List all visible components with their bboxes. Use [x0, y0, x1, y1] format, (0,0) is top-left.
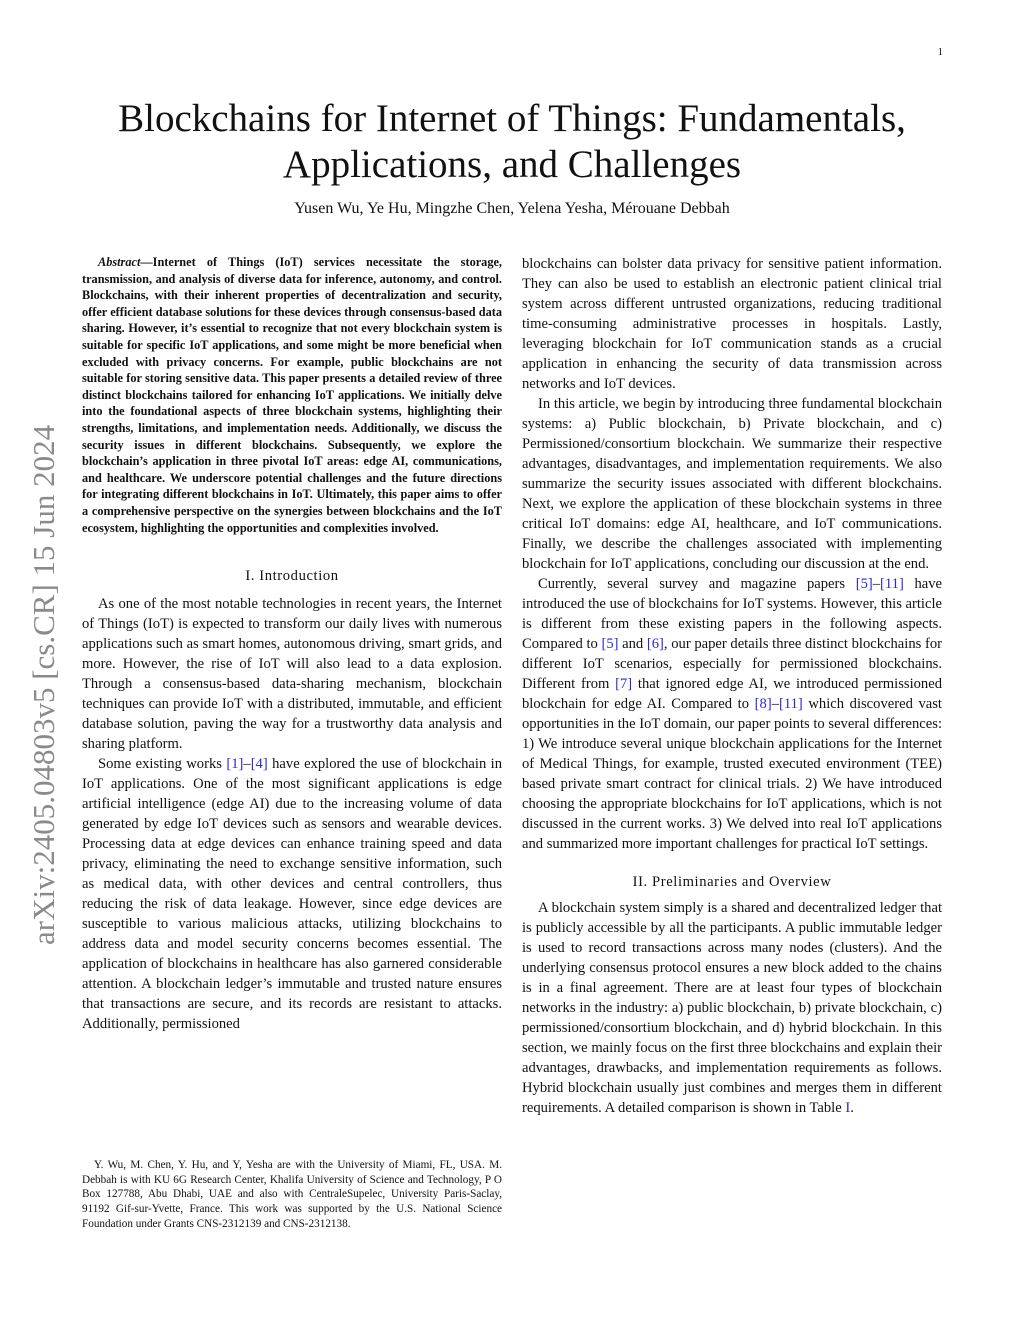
intro-p4-text: that ignored edge AI, we introduced permissioned blockchain for edge AI. Compared to	[522, 676, 942, 712]
abstract-dash: —	[140, 255, 153, 269]
citation-link[interactable]: [11]	[778, 696, 803, 712]
author-affiliation-footnote: Y. Wu, M. Chen, Y. Hu, and Y, Yesha are with the University of Miami, FL, USA. M. Debbah is with KU 6G Research Center, Khalifa University of Science and Technology, P O Box 127788, Abu Dhabi, UAE and also with CentraleSupelec, University Paris-Saclay, 91192 Gif-sur-Yvette, France. This work was supported by the U.S. National Science Foundation under Grants CNS-2312139 and CNS-2312138.	[82, 1159, 502, 1230]
intro-p4-text: have introduced the use of blockchains for IoT systems. However, this article is different from these existing papers in the following aspects. Compared to	[522, 576, 942, 652]
section-heading-preliminaries: II. Preliminaries and Overview	[632, 874, 832, 890]
citation-link[interactable]: [7]	[615, 676, 633, 692]
intro-p4-text: Currently, several survey and magazine papers	[538, 576, 856, 592]
intro-p4-text: which discovered vast opportunities in the IoT domain, our paper points to several differences: 1) We introduce several unique blockchain applications for the Internet of Medical Things, for example, trusted executed environment (TEE) based private smart contract for clinical trials. 2) We have introduced choosing the appropriate blockchains for IoT applications, which is not discussed in the current works. 3) We delved into real IoT applications and summarized more important challenges for practical IoT settings.	[522, 696, 942, 852]
arxiv-identifier-stamp: arXiv:2405.04803v5 [cs.CR] 15 Jun 2024	[26, 424, 61, 945]
preliminaries-paragraph-1	[522, 898, 942, 1118]
citation-link[interactable]: [4]	[250, 756, 268, 773]
left-column	[82, 254, 502, 1034]
author-list: Yusen Wu, Ye Hu, Mingzhe Chen, Yelena Yesha, Mérouane Debbah	[294, 200, 730, 217]
prelim-p1-end: .	[850, 1100, 854, 1116]
intro-paragraph-3: In this article, we begin by introducing three fundamental blockchain systems: a) Public blockchain, b) Private blockchain, and c) Permissioned/consortium blockchain. We summarize their respective advantages, disadvantages, and implementation requirements. We also summarize the security issues associated with different blockchains. Next, we explore the application of these blockchain systems in three critical IoT domains: edge AI, healthcare, and IoT communications. Finally, we describe the challenges associated with implementing blockchain for IoT applications, concluding our discussion at the end.	[522, 396, 942, 572]
citation-link[interactable]: [5]	[855, 576, 873, 592]
abstract-text: Internet of Things (IoT) services necessitate the storage, transmission, and analysis of diverse data for inference, autonomy, and control. Blockchains, with their inherent properties of decentralization and security, offer efficient database solutions for these devices through consensus-based data sharing. However, it’s essential to recognize that not every blockchain system is suitable for specific IoT applications, and some might be more beneficial when excluded with privacy concerns. For example, public blockchains are not suitable for storing sensitive data. This paper presents a detailed review of three distinct blockchains tailored for enhancing IoT applications. We initially delve into the foundational aspects of three blockchain systems, highlighting their strengths, limitations, and implementation needs. Additionally, we discuss the security issues in different blockchains. Subsequently, we explore the blockchain’s application in three pivotal IoT areas: edge AI, communications, and healthcare. We underscore potential challenges and the future directions for integrating different blockchains in IoT. Ultimately, this paper aims to offer a comprehensive perspective on the synergies between blockchains and the IoT ecosystem, highlighting the opportunities and complexities involved.	[82, 255, 502, 535]
intro-paragraph-2	[82, 754, 502, 1034]
table-reference-link[interactable]: I	[845, 1100, 851, 1116]
intro-p4-dash: –	[771, 696, 779, 712]
citation-link[interactable]: [6]	[646, 636, 664, 652]
intro-p4-text: and	[618, 636, 647, 652]
citation-link[interactable]: [8]	[754, 696, 772, 712]
intro-paragraph-2-continued: blockchains can bolster data privacy for sensitive patient information. They can also be used to establish an electronic patient clinical trial system across different untrusted organizations, reducing traditional time-consuming administrative processes in hospitals. Lastly, leveraging blockchain for IoT communication stands as a crucial application in enhancing the security of data transmission across networks and IoT devices.	[522, 256, 942, 392]
prelim-p1-text: A blockchain system simply is a shared and decentralized ledger that is publicly accessible by all the participants. A public immutable ledger is used to record transactions across many nodes (clusters). And the underlying consensus protocol ensures a new block added to the chains is in a final agreement. There are at least four types of blockchain networks in the industry: a) public blockchain, b) private blockchain, c) permissioned/consortium blockchain, and d) hybrid blockchain. In this section, we mainly focus on the first three blockchains and explain their advantages, drawbacks, and implementation requirements as follows. Hybrid blockchain usually just combines and merges them in different requirements. A detailed comparison is shown in Table	[522, 900, 942, 1116]
intro-p2-text-b: have explored the use of blockchain in IoT applications. One of the most significant applications is edge artificial intelligence (edge AI) due to the increasing volume of data generated by edge IoT devices such as sensors and wearable devices. Processing data at edge devices can enhance training speed and data privacy, eliminating the need to exchange sensitive information, such as medical data, with other devices and central controllers, thus reducing the risk of data leakage. However, since edge devices are susceptible to various malicious attacks, utilizing blockchains to address data and model security concerns becomes essential. The application of blockchains in healthcare has also garnered considerable attention. A blockchain ledger’s immutable and trusted nature ensures that transactions are secure, and its records are resistant to attacks. Additionally, permissioned	[82, 756, 502, 1033]
intro-p2-text-a: Some existing works	[98, 756, 227, 773]
section-heading-introduction: I. Introduction	[245, 568, 339, 585]
abstract-label: Abstract	[98, 255, 141, 269]
citation-link[interactable]: [11]	[880, 576, 904, 592]
intro-p4-text: , our paper details three distinct blockchains for different IoT scenarios, especially for permissioned blockchains. Different from	[522, 636, 942, 692]
intro-p4-dash: –	[872, 576, 881, 592]
page-number: 1	[937, 46, 943, 58]
paper-title: Blockchains for Internet of Things: Fundamentals, Applications, and Challenges	[118, 97, 906, 186]
intro-paragraph-4	[522, 574, 942, 854]
intro-p2-dash: –	[243, 756, 251, 773]
citation-link[interactable]: [1]	[226, 756, 244, 773]
right-column	[522, 254, 942, 1118]
abstract	[82, 254, 502, 536]
intro-paragraph-1: As one of the most notable technologies in recent years, the Internet of Things (IoT) is expected to transform our daily lives with numerous applications such as smart homes, autonomous driving, smart grids, and more. However, the rise of IoT will also lead to a data explosion. Through a consensus-based data-sharing mechanism, blockchain techniques can provide IoT with a distributed, immutable, and efficient database solution, paving the way for a trustworthy data analysis and sharing platform.	[82, 596, 502, 753]
citation-link[interactable]: [5]	[601, 636, 619, 652]
